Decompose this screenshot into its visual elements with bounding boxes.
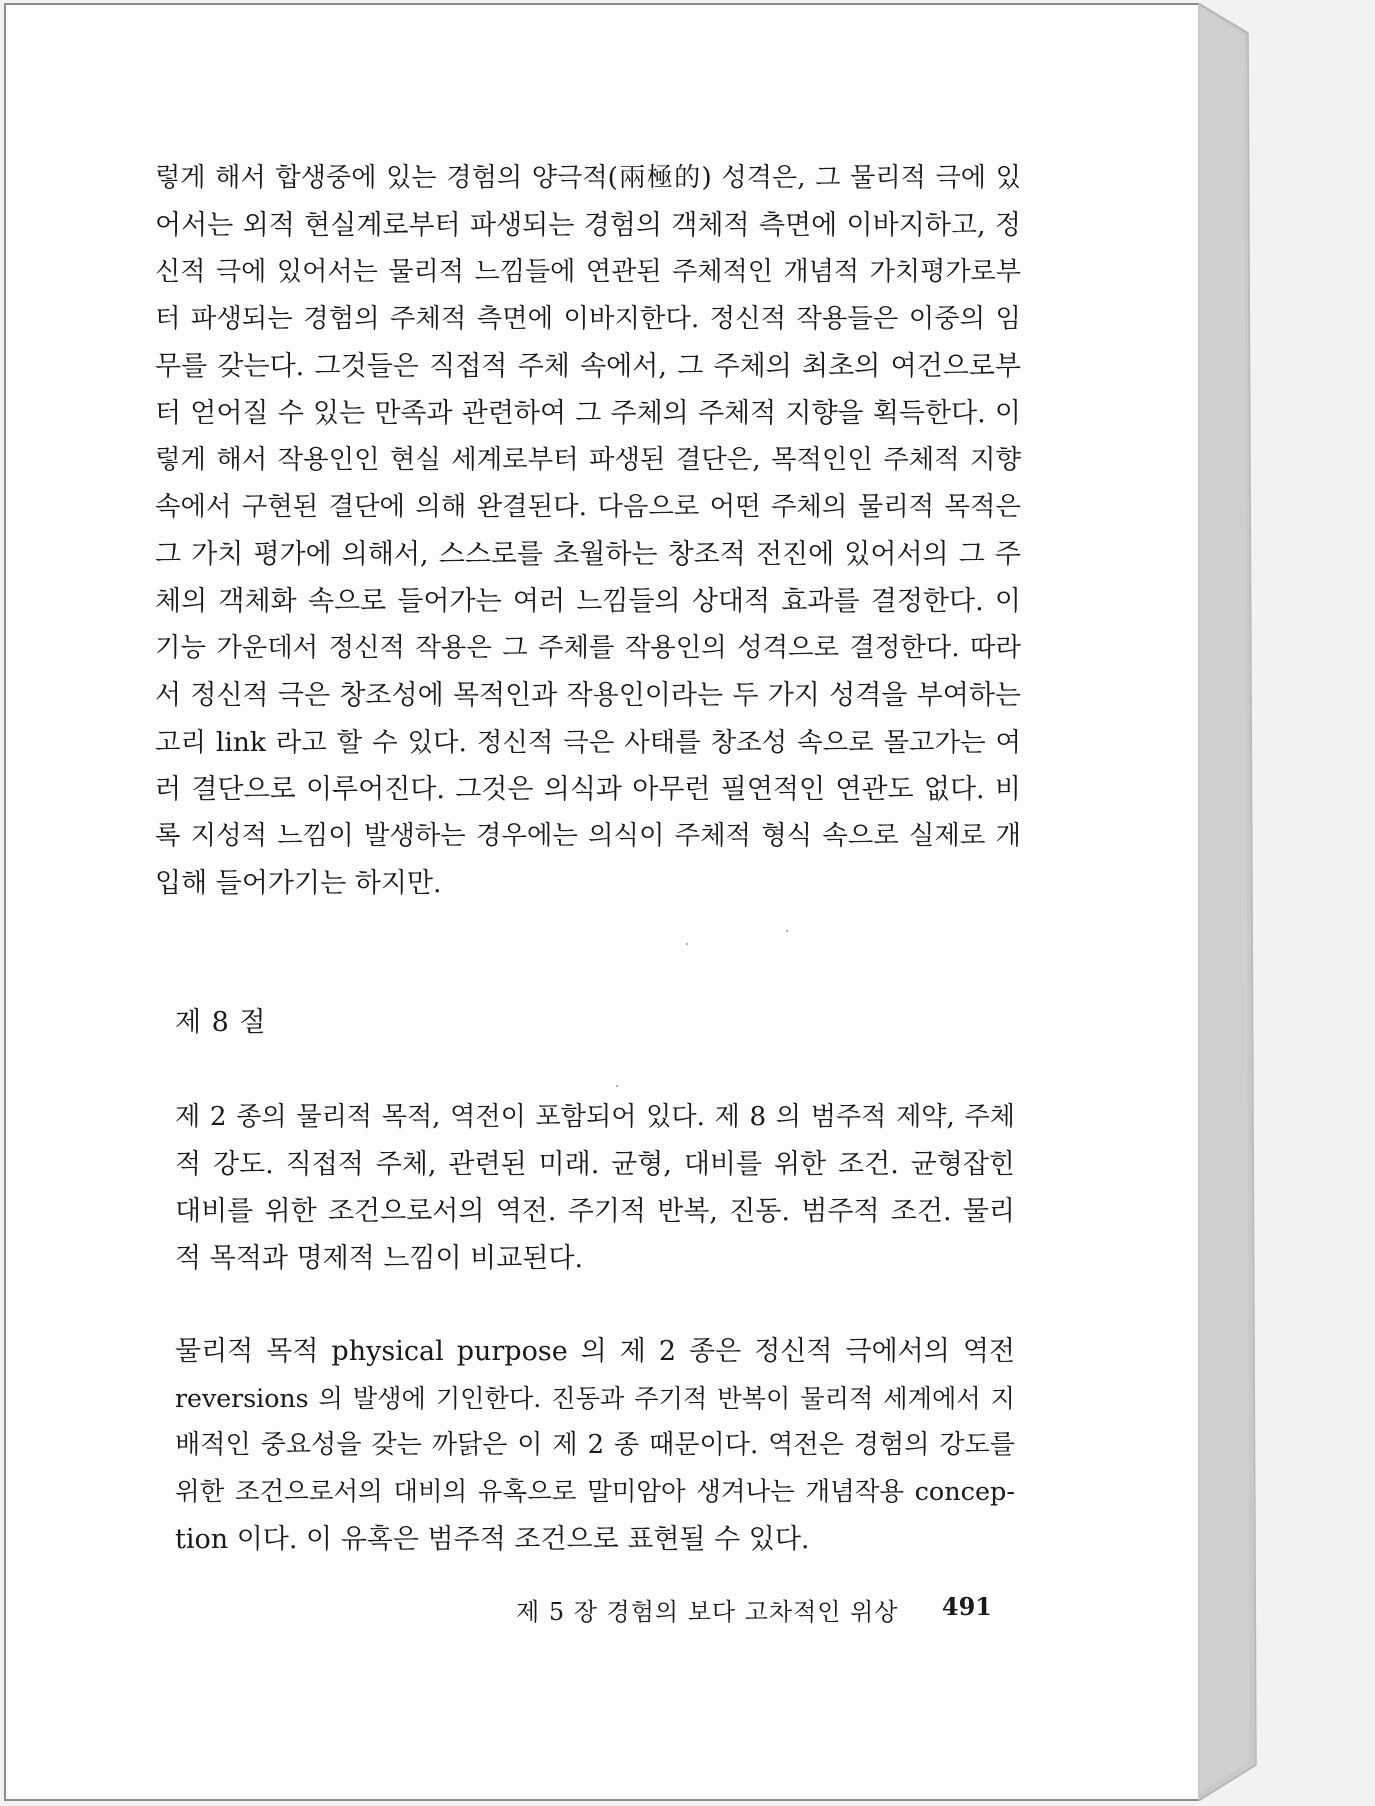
text-line: 렇게 해서 작용인인 현실 세계로부터 파생된 결단은, 목적인인 주체적 지향: [155, 445, 1021, 475]
footer-chapter-title: 제 5 장 경험의 보다 고차적인 위상: [516, 1598, 899, 1626]
body-paragraph-3: [175, 1328, 1015, 1563]
body-paragraph-1: [155, 155, 1021, 907]
text-line: 체의 객체화 속으로 들어가는 여러 느낌들의 상대적 효과를 결정한다. 이: [155, 586, 1021, 617]
page-number: 491: [941, 1592, 992, 1621]
text-line: 배적인 중요성을 갖는 까닭은 이 제 2 종 때문이다. 역전은 경험의 강도를: [175, 1430, 1015, 1460]
text-line: 제 2 종의 물리적 목적, 역전이 포함되어 있다. 제 8 의 범주적 제약, 주체: [175, 1102, 1015, 1132]
text-line: 기능 가운데서 정신적 작용은 그 주체를 작용인의 성격으로 결정한다. 따라: [155, 633, 1021, 663]
text-line: reversions 의 발생에 기인한다. 진동과 주기적 반복이 물리적 세계에서 지: [175, 1384, 1015, 1413]
text-line: 터 파생되는 경험의 주체적 측면에 이바지한다. 정신적 작용들은 이중의 임: [155, 304, 1021, 334]
running-footer: [516, 1592, 992, 1627]
text-line: 위한 조건으로서의 대비의 유혹으로 말미암아 생겨나는 개념작용 concep-: [175, 1477, 1015, 1507]
text-line: 어서는 외적 현실계로부터 파생되는 경험의 객체적 측면에 이바지하고, 정: [155, 210, 1021, 241]
text-line: 렇게 해서 합생중에 있는 경험의 양극적(兩極的) 성격은, 그 물리적 극에 있: [155, 163, 1021, 193]
section-summary-paragraph: [175, 1094, 1015, 1282]
text-line: 입해 들어가기는 하지만.: [155, 868, 442, 899]
page-speck: [686, 943, 688, 945]
text-line: tion 이다. 이 유혹은 범주적 조건으로 표현될 수 있다.: [175, 1524, 810, 1555]
text-line: 러 결단으로 이루어진다. 그것은 의식과 아무런 필연적인 연관도 없다. 비: [155, 774, 1021, 805]
text-line: 속에서 구현된 결단에 의해 완결된다. 다음으로 어떤 주체의 물리적 목적은: [155, 492, 1021, 522]
page-speck: [786, 930, 788, 932]
text-line: 적 강도. 직접적 주체, 관련된 미래. 균형, 대비를 위한 조건. 균형잡힌: [175, 1149, 1015, 1180]
text-line: 터 얻어질 수 있는 만족과 관련하여 그 주체의 주체적 지향을 획득한다. 이: [155, 398, 1021, 429]
text-line: 적 목적과 명제적 느낌이 비교된다.: [175, 1243, 584, 1274]
page-speck: [616, 1085, 618, 1087]
text-line: 그 가치 평가에 의해서, 스스로를 초월하는 창조적 전진에 있어서의 그 주: [155, 539, 1021, 570]
text-line: 물리적 목적 physical purpose 의 제 2 종은 정신적 극에서의 역전: [175, 1336, 1015, 1367]
section-heading: 제 8 절: [175, 1007, 267, 1038]
text-line: 록 지성적 느낌이 발생하는 경우에는 의식이 주체적 형식 속으로 실제로 개: [155, 821, 1021, 851]
text-line: 무를 갖는다. 그것들은 직접적 주체 속에서, 그 주체의 최초의 여건으로부: [155, 351, 1021, 382]
text-line: 대비를 위한 조건으로서의 역전. 주기적 반복, 진동. 범주적 조건. 물리: [175, 1196, 1015, 1227]
text-line: 고리 link 라고 할 수 있다. 정신적 극은 사태를 창조성 속으로 몰고가는 여: [155, 727, 1021, 758]
text-line: 서 정신적 극은 창조성에 목적인과 작용인이라는 두 가지 성격을 부여하는: [155, 680, 1021, 711]
text-line: 신적 극에 있어서는 물리적 느낌들에 연관된 주체적인 개념적 가치평가로부: [155, 257, 1021, 287]
book-thickness-edge: [1198, 3, 1260, 1801]
